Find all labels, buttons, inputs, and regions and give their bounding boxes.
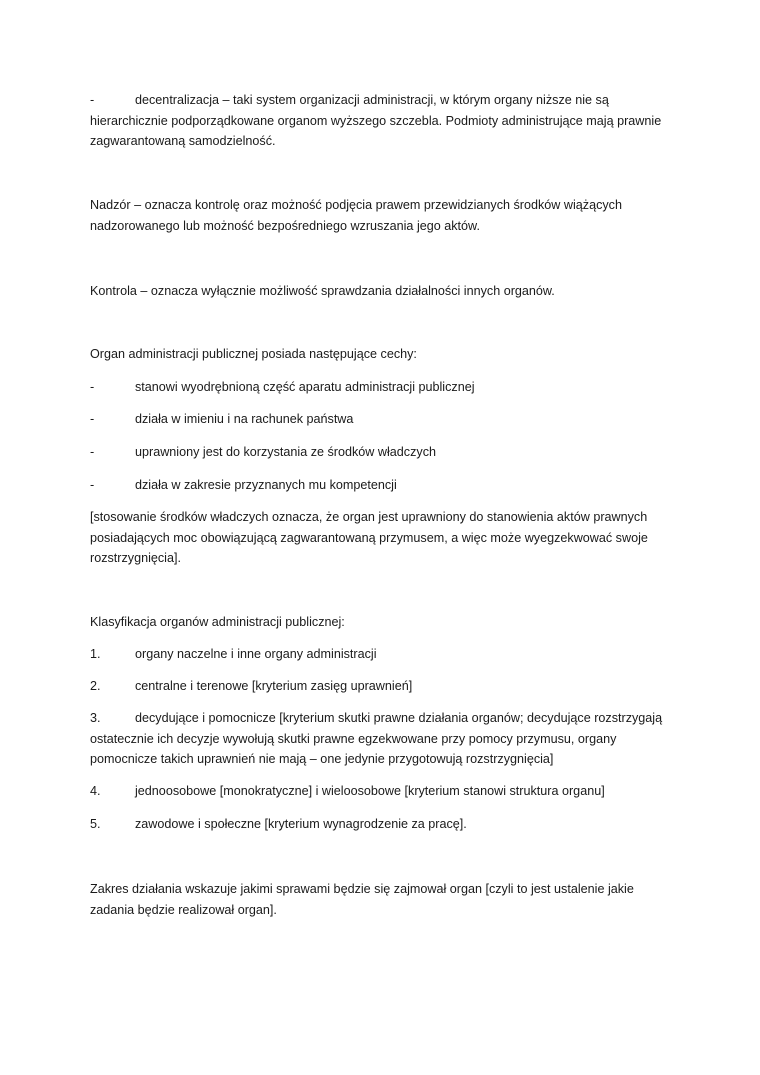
list-marker: 4. — [90, 784, 101, 798]
list-item — [90, 442, 680, 463]
list-marker: - — [90, 93, 95, 107]
list-item — [90, 781, 680, 802]
list-marker: 2. — [90, 679, 101, 693]
kontrola-paragraph: Kontrola – oznacza wyłącznie możliwość sprawdzania działalności innych organów. — [90, 284, 555, 298]
list-marker: 3. — [90, 711, 101, 725]
list-marker: - — [90, 412, 95, 426]
list-item-text: zawodowe i społeczne [kryterium wynagrodzenie za pracę]. — [135, 817, 467, 831]
list-marker: 5. — [90, 817, 101, 831]
list-item — [90, 409, 680, 430]
zakres-paragraph: Zakres działania wskazuje jakimi sprawami będzie się zajmował organ [czyli to jest ustalenie jakie zadania będzie realizował organ]. — [90, 882, 634, 917]
cechy-intro-paragraph: Organ administracji publicznej posiada następujące cechy: — [90, 347, 417, 361]
list-item-text: działa w imieniu i na rachunek państwa — [135, 412, 354, 426]
decentralizacja-text: decentralizacja – taki system organizacji administracji, w którym organy niższe nie są hierarchicznie podporządkowane organom wyższego szczebla. Podmioty administrujące mają prawnie zagwarantowaną samodzielność. — [90, 93, 662, 148]
list-item-text: jednoosobowe [monokratyczne] i wieloosobowe [kryterium stanowi struktura organu] — [135, 784, 605, 798]
list-item — [90, 676, 680, 697]
list-marker: - — [90, 380, 95, 394]
srodki-wladcze-paragraph: [stosowanie środków władczych oznacza, że organ jest uprawniony do stanowienia aktów prawnych posiadających moc obowiązującą zagwarantowaną przymusem, a więc może wyegzekwować swoje rozstrzygnięcia]. — [90, 510, 648, 565]
list-marker: 1. — [90, 647, 101, 661]
list-item — [90, 708, 680, 770]
list-item-text: organy naczelne i inne organy administracji — [135, 647, 377, 661]
list-item-text: centralne i terenowe [kryterium zasięg uprawnień] — [135, 679, 413, 693]
list-item — [90, 475, 680, 496]
list-item — [90, 644, 680, 665]
list-item — [90, 814, 680, 835]
decentralizacja-item — [90, 90, 680, 152]
list-item-text: stanowi wyodrębnioną część aparatu administracji publicznej — [135, 380, 475, 394]
list-item-text: uprawniony jest do korzystania ze środków władczych — [135, 445, 436, 459]
list-item-text: działa w zakresie przyznanych mu kompetencji — [135, 478, 397, 492]
list-item — [90, 377, 680, 398]
list-marker: - — [90, 478, 95, 492]
nadzor-paragraph: Nadzór – oznacza kontrolę oraz możność podjęcia prawem przewidzianych środków wiążących nadzorowanego lub możność bezpośredniego wzruszania jego aktów. — [90, 198, 622, 233]
klasyfikacja-intro-paragraph: Klasyfikacja organów administracji publicznej: — [90, 615, 345, 629]
list-marker: - — [90, 445, 95, 459]
list-item-text: decydujące i pomocnicze [kryterium skutki prawne działania organów; decydujące rozstrzygają ostatecznie ich decyzje wywołują skutki prawne egzekwowane przy pomocy przymusu, organy pomocnicze takich uprawnień nie mają – one jedynie przygotowują rozstrzygnięcia] — [90, 711, 663, 766]
